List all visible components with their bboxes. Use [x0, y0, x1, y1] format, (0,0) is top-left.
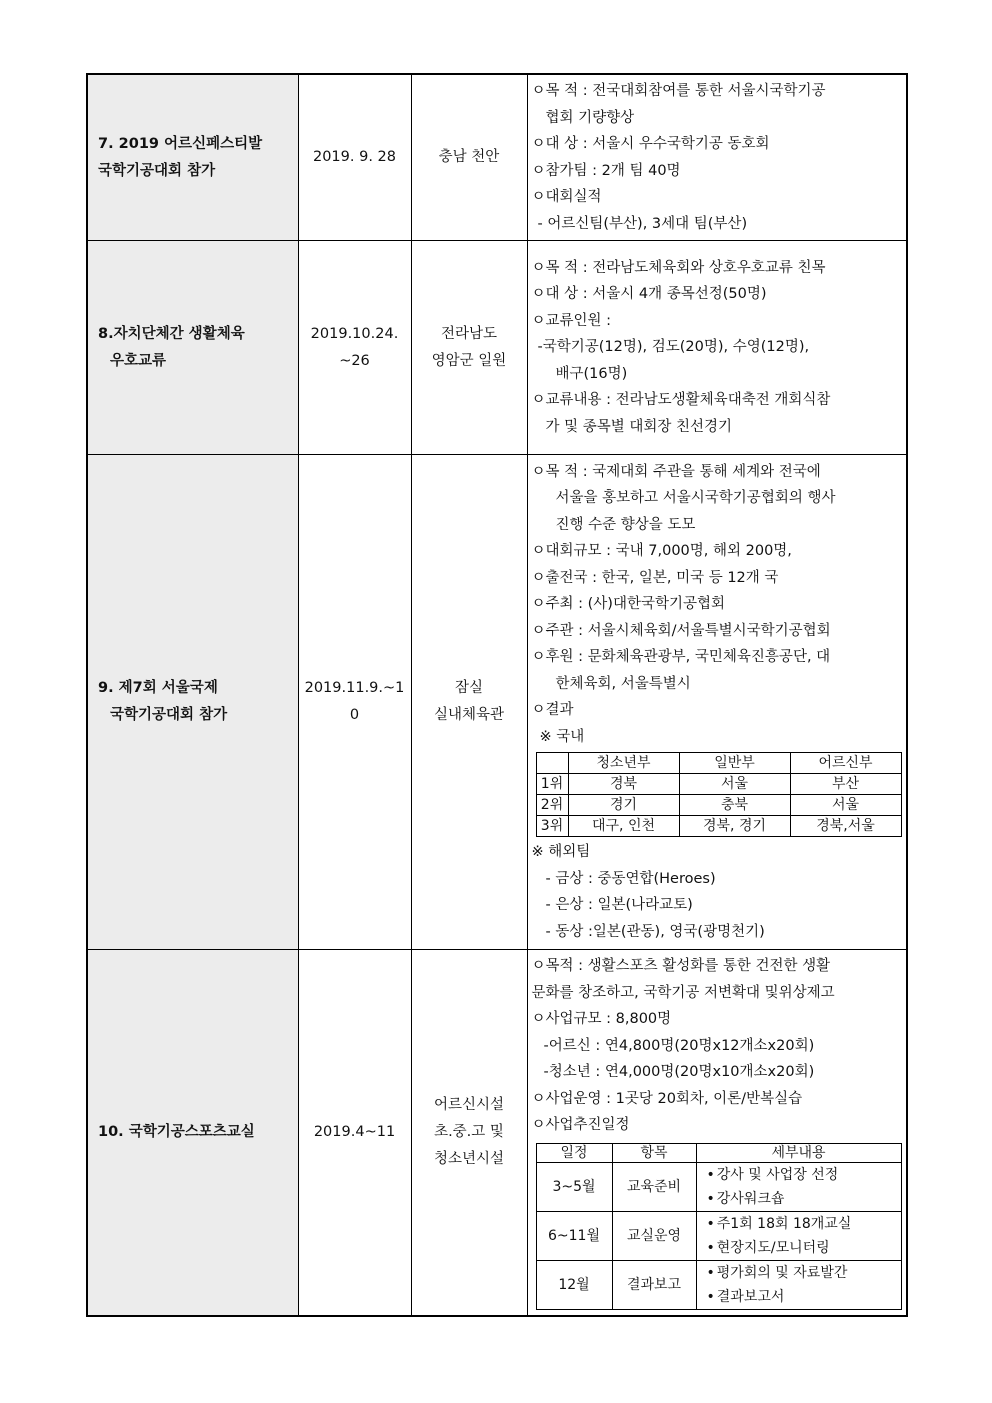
detail-line: ㅇ사업운영 : 1곳당 20회차, 이론/반복실습 [531, 1090, 803, 1107]
detail-line: ㅇ사업규모 : 8,800명 [531, 1011, 672, 1027]
schedule-details [696, 1162, 901, 1211]
result-cell: 대구, 인천 [568, 816, 679, 837]
detail-line: ㅇ대 상 : 서울시 4개 종목선정(50명) [531, 286, 767, 303]
detail-line: ㅇ교류내용 : 전라남도생활체육대축전 개회식참 [531, 392, 831, 409]
date-line: 2019.11.9.~1 [304, 680, 405, 696]
detail-line: ㅇ주관 : 서울시체육회/서울특별시국학기공협회 [531, 622, 831, 639]
place-line: 잠실 [454, 680, 483, 696]
detail-line: 문화를 창조하고, 국학기공 저변확대 및위상제고 [531, 984, 835, 1001]
date-line: ~26 [339, 352, 370, 369]
program-title-cell [87, 950, 298, 1316]
date-line: 2019.4~11 [313, 1123, 396, 1140]
detail-line: -국학기공(12명), 검도(20명), 수영(12명), [537, 339, 810, 356]
date-cell [298, 241, 411, 455]
detail-line: -청소년 : 연4,000명(20명x10개소x20회) [543, 1064, 815, 1080]
detail-line: 협회 기량향상 [545, 109, 635, 126]
program-title-cell [87, 74, 298, 241]
detail-line: - 어르신팀(부산), 3세대 팀(부산) [537, 215, 748, 232]
schedule-detail-line: • 강사 및 사업장 선정 [707, 1163, 901, 1187]
details-cell [527, 241, 907, 455]
title-line: 우호교류 [110, 352, 167, 369]
detail-line: ㅇ목 적 : 전라남도체육회와 상호우호교류 친목 [531, 259, 826, 276]
detail-line: ※ 국내 [539, 728, 585, 745]
schedule-detail-line: • 현장지도/모니터링 [707, 1236, 901, 1260]
title-line: 10. 국학기공스포츠교실 [98, 1123, 255, 1140]
result-header: 청소년부 [568, 753, 679, 774]
detail-line: ㅇ교류인원 : [531, 312, 612, 329]
schedule-detail-line: • 강사워크숍 [707, 1187, 901, 1211]
result-row [536, 816, 901, 837]
schedule-row [536, 1211, 901, 1260]
details-cell [527, 455, 907, 950]
schedule-detail-line: • 주1회 18회 18개교실 [707, 1212, 901, 1236]
title-line: 8.자치단체간 생활체육 [98, 325, 245, 342]
title-line: 7. 2019 어르신페스티발 [98, 135, 263, 152]
place-cell [411, 455, 527, 950]
result-cell: 경북 [568, 774, 679, 795]
detail-line: ㅇ사업추진일정 [531, 1117, 630, 1133]
date-cell [298, 455, 411, 950]
schedule-item: 결과보고 [612, 1260, 696, 1309]
schedule-item: 교실운영 [612, 1211, 696, 1260]
place-line: 어르신시설 [433, 1096, 505, 1113]
result-cell: 1위 [536, 774, 568, 795]
detail-line: ㅇ대 상 : 서울시 우수국학기공 동호회 [531, 136, 770, 152]
detail-line: ㅇ출전국 : 한국, 일본, 미국 등 12개 국 [531, 569, 779, 586]
detail-line: -어르신 : 연4,800명(20명x12개소x20회) [543, 1037, 815, 1054]
result-row [536, 774, 901, 795]
table-row [87, 950, 907, 1316]
schedule-row [536, 1260, 901, 1309]
result-header-row [536, 753, 901, 774]
result-cell: 3위 [536, 816, 568, 837]
result-cell: 2위 [536, 795, 568, 816]
schedule-period: 3~5월 [536, 1162, 612, 1211]
detail-line: ㅇ주최 : (사)대한국학기공협회 [531, 596, 726, 613]
program-table [86, 73, 908, 1317]
place-cell [411, 74, 527, 241]
title-line: 국학기공대회 참가 [110, 707, 228, 723]
date-line: 0 [349, 707, 360, 723]
schedule-header: 항목 [612, 1143, 696, 1162]
place-line: 청소년시설 [433, 1150, 505, 1167]
schedule-period: 6~11월 [536, 1211, 612, 1260]
date-cell [298, 74, 411, 241]
schedule-period: 12월 [536, 1260, 612, 1309]
result-cell: 충북 [679, 795, 790, 816]
detail-line: ㅇ후원 : 문화체육관광부, 국민체육진흥공단, 대 [531, 649, 831, 666]
date-line: 2019. 9. 28 [312, 149, 396, 165]
result-table [536, 752, 902, 837]
detail-line: ㅇ대회규모 : 국내 7,000명, 해외 200명, [531, 543, 792, 560]
result-header [536, 753, 568, 774]
result-header: 어르신부 [790, 753, 901, 774]
place-line: 초.중.고 및 [434, 1123, 504, 1140]
detail-line: - 은상 : 일본(나라교토) [545, 897, 693, 914]
table-row [87, 455, 907, 950]
result-cell: 경북,서울 [790, 816, 901, 837]
result-cell: 경북, 경기 [679, 816, 790, 837]
schedule-header-row [536, 1143, 901, 1162]
schedule-header: 세부내용 [696, 1143, 901, 1162]
result-cell: 서울 [679, 774, 790, 795]
table-row [87, 74, 907, 241]
schedule-table [536, 1143, 902, 1310]
detail-line: 한체육회, 서울특별시 [555, 675, 691, 692]
date-line: 2019.10.24. [310, 325, 399, 342]
detail-line: 배구(16명) [555, 365, 628, 382]
place-line: 실내체육관 [433, 707, 505, 723]
detail-line: - 동상 :일본(관동), 영국(광명천기) [545, 923, 765, 940]
result-cell: 경기 [568, 795, 679, 816]
program-title-cell [87, 241, 298, 455]
schedule-row [536, 1162, 901, 1211]
detail-line: 가 및 종목별 대회장 친선경기 [545, 418, 733, 435]
date-cell [298, 950, 411, 1316]
detail-line: 서울을 홍보하고 서울시국학기공협회의 행사 [555, 490, 836, 507]
title-line: 9. 제7회 서울국제 [98, 680, 218, 696]
detail-line: ㅇ참가팀 : 2개 팀 40명 [531, 162, 681, 179]
details-cell [527, 74, 907, 241]
schedule-details [696, 1260, 901, 1309]
table-row [87, 241, 907, 455]
schedule-detail-line: • 평가회의 및 자료발간 [707, 1261, 901, 1285]
detail-line: ㅇ목 적 : 전국대회참여를 통한 서울시국학기공 [531, 83, 826, 99]
details-cell [527, 950, 907, 1316]
schedule-details [696, 1211, 901, 1260]
detail-line: ㅇ결과 [531, 702, 574, 719]
detail-line: - 금상 : 중동연합(Heroes) [545, 870, 716, 887]
detail-line: ※ 해외팀 [531, 844, 591, 861]
place-cell [411, 950, 527, 1316]
place-cell [411, 241, 527, 455]
detail-line: 진행 수준 향상을 도모 [555, 516, 696, 533]
place-line: 영암군 일원 [431, 352, 507, 369]
detail-line: ㅇ목적 : 생활스포츠 활성화를 통한 건전한 생활 [531, 958, 831, 974]
detail-line: ㅇ목 적 : 국제대회 주관을 통해 세계와 전국에 [531, 463, 821, 480]
schedule-header: 일정 [536, 1143, 612, 1162]
program-title-cell [87, 455, 298, 950]
place-line: 전라남도 [440, 325, 498, 342]
result-cell: 부산 [790, 774, 901, 795]
place-line: 충남 천안 [438, 149, 500, 165]
schedule-detail-line: • 결과보고서 [707, 1285, 901, 1309]
result-header: 일반부 [679, 753, 790, 774]
title-line: 국학기공대회 참가 [98, 162, 216, 179]
result-row [536, 795, 901, 816]
result-cell: 서울 [790, 795, 901, 816]
detail-line: ㅇ대회실적 [531, 189, 602, 205]
schedule-item: 교육준비 [612, 1162, 696, 1211]
